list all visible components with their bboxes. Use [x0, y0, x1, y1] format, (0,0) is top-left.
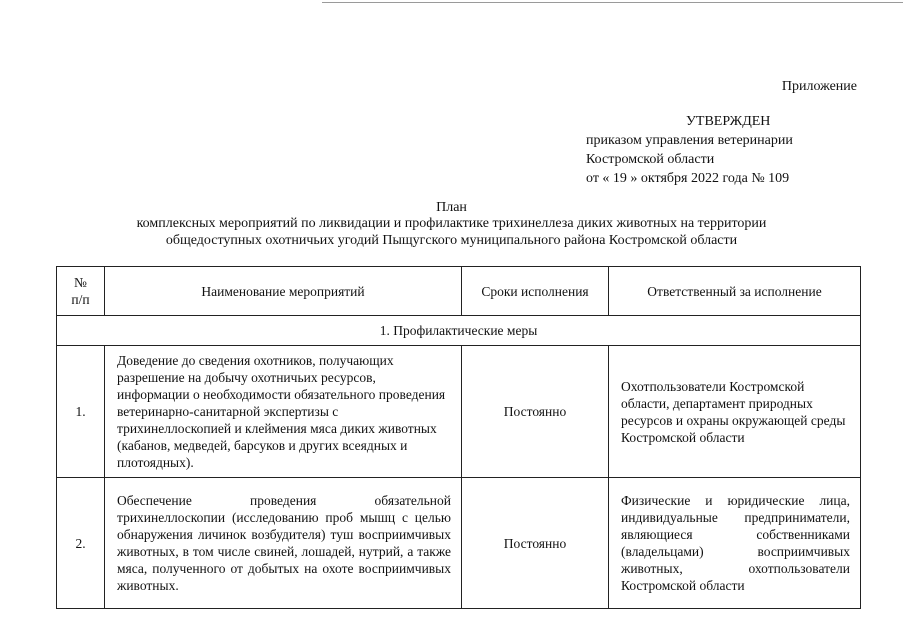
row-terms: Постоянно [462, 346, 609, 478]
row-measure: Доведение до сведения охотников, получающих разрешение на добычу охотничьих ресурсов, информации о необходимости обязательного проведения ветеринарно-санитарной экспертизы с трихинеллоскопией и клеймения мяса диких животных (кабанов, медведей, барсуков и других всеядных и плотоядных). [105, 346, 462, 478]
row-terms: Постоянно [462, 478, 609, 609]
plan-title: План [436, 200, 467, 215]
col-header-name: Наименование мероприятий [105, 267, 462, 316]
approved-heading: УТВЕРЖДЕН [686, 114, 771, 129]
row-measure: Обеспечение проведения обязательной трихинеллоскопии (исследованию проб мышц с целью обнаружения личинок возбудителя) туш восприимчивых животных, в том числе свиней, лошадей, нутрий, а также мяса, полученного от добытых на охоте восприимчивых животных. [105, 478, 462, 609]
approval-block [586, 112, 793, 188]
order-line-1: приказом управления ветеринарии [586, 133, 793, 148]
order-line-2: Костромской области [586, 152, 715, 167]
plan-subtitle-line-1: комплексных мероприятий по ликвидации и профилактике трихинеллеза диких животных на территории [136, 216, 767, 231]
table-header-row [57, 267, 861, 316]
table-row [57, 478, 861, 609]
appendix-label: Приложение [781, 79, 857, 94]
scan-top-edge-line [322, 2, 903, 3]
col-header-terms: Сроки исполнения [462, 267, 609, 316]
order-line-3: от « 19 » октября 2022 года № 109 [586, 171, 790, 186]
col-header-num: № п/п [57, 267, 105, 316]
row-num: 2. [57, 478, 105, 609]
row-responsible: Физические и юридические лица, индивидуальные предприниматели, являющиеся собственниками (владельцами) восприимчивых животных, охотпользователи Костромской области [609, 478, 861, 609]
table-row [57, 346, 861, 478]
row-responsible: Охотпользователи Костромской области, департамент природных ресурсов и охраны окружающей среды Костромской области [609, 346, 861, 478]
plan-subtitle [0, 215, 903, 249]
plan-subtitle-line-2: общедоступных охотничьих угодий Пыщугского муниципального района Костромской области [165, 233, 738, 248]
measures-table [56, 266, 861, 609]
section-title: 1. Профилактические меры [57, 316, 861, 346]
col-header-responsible: Ответственный за исполнение [609, 267, 861, 316]
row-num: 1. [57, 346, 105, 478]
section-row [57, 316, 861, 346]
